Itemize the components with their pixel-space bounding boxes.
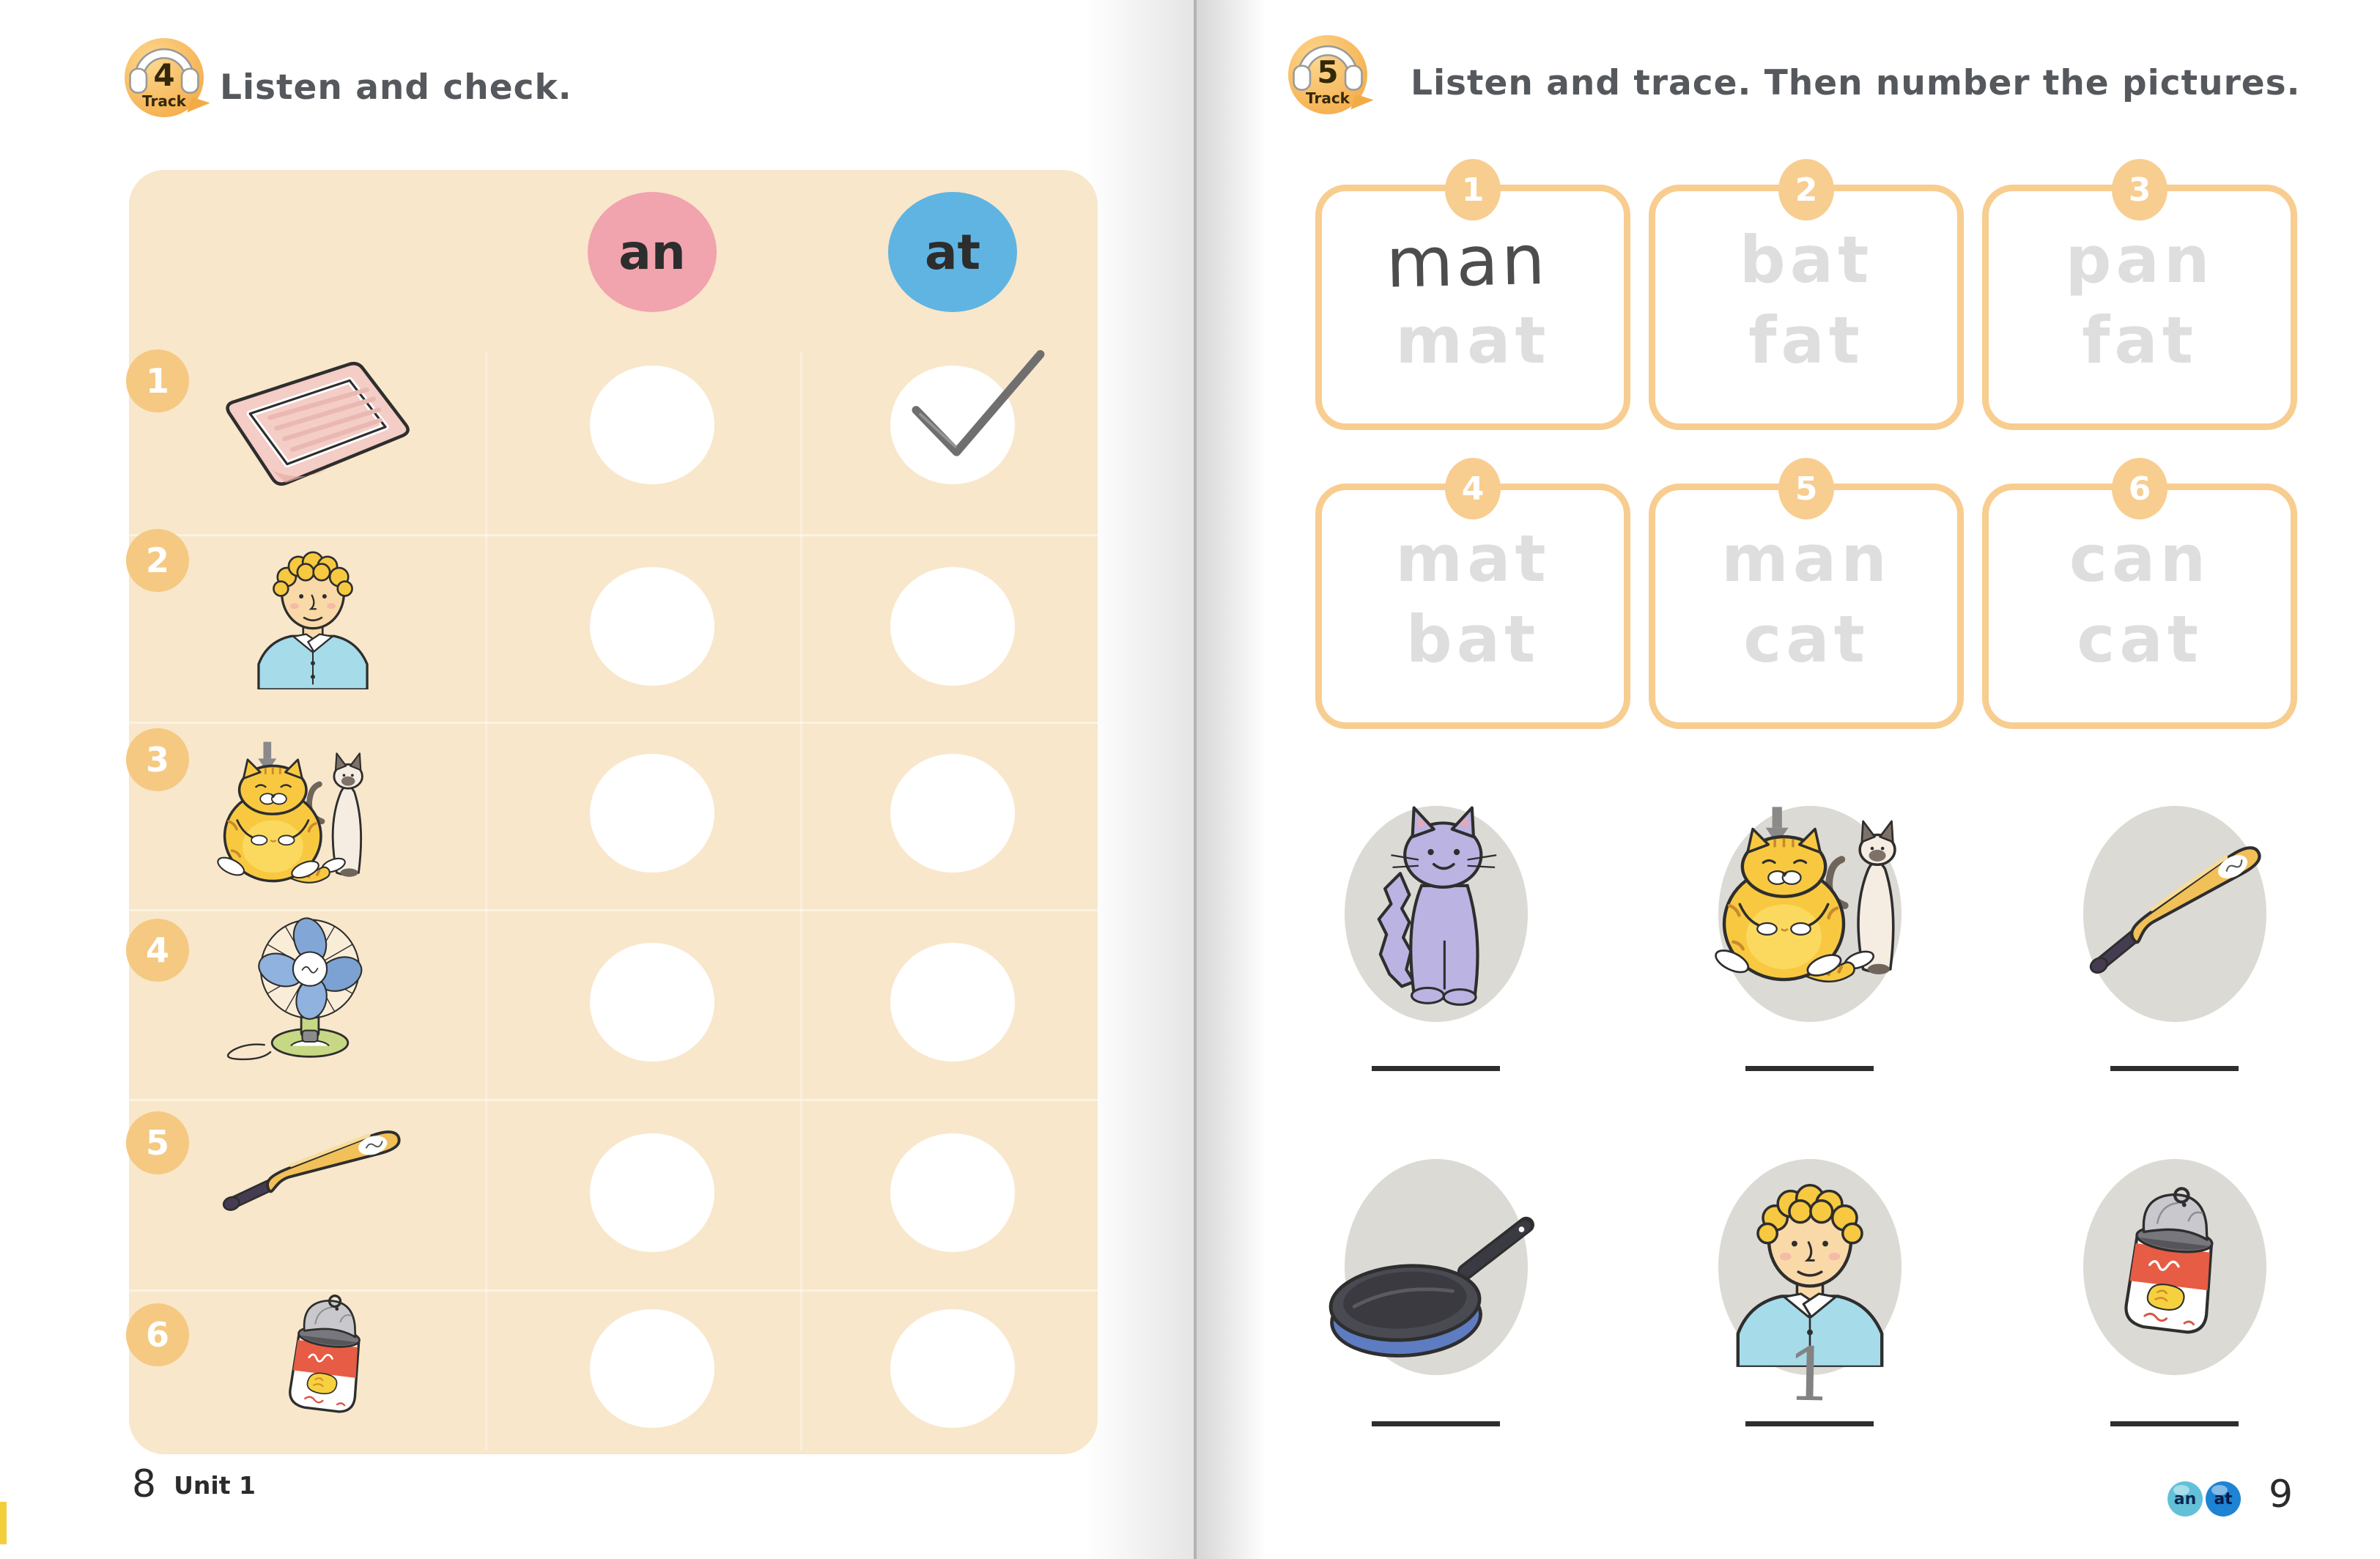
answer-blank-cat[interactable] [1372, 1066, 1500, 1071]
can-illustration [273, 1273, 386, 1443]
trace-word[interactable]: man [1385, 220, 1549, 304]
box-number-badge: 4 [1445, 458, 1501, 519]
row-number-badge: 6 [126, 1303, 189, 1366]
trace-word[interactable]: mat [1395, 521, 1551, 596]
trace-word[interactable]: cat [1743, 601, 1869, 677]
trace-word[interactable]: bat [1405, 601, 1540, 677]
left-page-footer [132, 1462, 256, 1506]
pan-illustration [1319, 1201, 1553, 1379]
row-number-badge: 3 [126, 728, 189, 791]
trace-word[interactable]: can [2069, 521, 2211, 596]
bat-illustration [2051, 810, 2306, 1003]
row-number-badge: 2 [126, 529, 189, 592]
table-divider [800, 352, 802, 1451]
fat-cat-illustration [1707, 800, 1934, 989]
answer-blank-can[interactable] [2110, 1421, 2239, 1426]
track-number: 5 [1317, 54, 1339, 90]
answer-blank-fat-cat[interactable] [1745, 1066, 1874, 1071]
trace-box-5 [1649, 470, 1964, 729]
man-illustration [243, 539, 382, 689]
trace-word[interactable]: fat [2082, 303, 2198, 378]
answer-blank-bat[interactable] [2110, 1066, 2239, 1071]
trace-word[interactable]: man [1721, 521, 1891, 596]
track-label: Track [1306, 89, 1350, 107]
check-circle-row2-an[interactable] [590, 567, 714, 686]
row-number-badge: 5 [126, 1111, 189, 1174]
unit-label: Unit 1 [174, 1471, 256, 1500]
trace-box-3 [1982, 171, 2297, 430]
phonics-badge-an: an [2168, 1481, 2203, 1517]
row-number-badge: 1 [126, 349, 189, 412]
trace-box-4 [1315, 470, 1630, 729]
track-label: Track [142, 92, 186, 110]
answer-number: 1 [1786, 1331, 1834, 1418]
trace-box-1 [1315, 171, 1630, 430]
page-gutter-shadow [1197, 0, 1266, 1559]
page-number: 8 [132, 1462, 157, 1506]
trace-box-2 [1649, 171, 1964, 430]
phonics-badge-at: at [2206, 1481, 2241, 1517]
answer-blank-pan[interactable] [1372, 1421, 1500, 1426]
box-number-badge: 6 [2112, 458, 2168, 519]
check-mark [905, 343, 1052, 486]
box-number-badge: 5 [1778, 458, 1834, 519]
fat-cat-illustration [211, 722, 394, 903]
trace-word[interactable]: fat [1748, 303, 1864, 378]
check-circle-row4-an[interactable] [590, 943, 714, 1062]
fan-illustration [214, 908, 375, 1062]
cat-illustration [1347, 785, 1530, 1027]
left-page-instruction: Listen and check. [220, 67, 572, 108]
row-number-badge: 4 [126, 919, 189, 982]
check-circle-row1-an[interactable] [590, 366, 714, 484]
check-circle-row2-at[interactable] [890, 567, 1015, 686]
box-number-badge: 2 [1778, 159, 1834, 221]
check-circle-row6-at[interactable] [890, 1309, 1015, 1428]
column-header-at: at [888, 192, 1017, 312]
mat-illustration [209, 350, 421, 508]
check-circle-row3-an[interactable] [590, 754, 714, 873]
check-circle-row6-an[interactable] [590, 1309, 714, 1428]
track-number: 4 [153, 57, 175, 93]
check-circle-row4-at[interactable] [890, 943, 1015, 1062]
trace-word[interactable]: bat [1739, 222, 1874, 297]
page-edge-mark [0, 1502, 7, 1544]
trace-word[interactable]: pan [2065, 222, 2214, 297]
trace-word[interactable]: cat [2077, 601, 2203, 677]
trace-box-6 [1982, 470, 2297, 729]
check-circle-row3-at[interactable] [890, 754, 1015, 873]
page-gutter-shadow [1084, 0, 1194, 1559]
table-divider [485, 352, 487, 1451]
can-illustration [2104, 1165, 2245, 1367]
box-number-badge: 3 [2112, 159, 2168, 221]
right-page-footer [2168, 1473, 2294, 1521]
answer-blank-man[interactable] [1745, 1421, 1874, 1426]
right-page-instruction: Listen and trace. Then number the pictures. [1411, 63, 2301, 103]
track-4-audio-badge [125, 38, 204, 117]
column-header-an: an [588, 192, 717, 312]
track-5-audio-badge [1288, 35, 1367, 114]
check-circle-row5-an[interactable] [590, 1133, 714, 1252]
table-divider [129, 534, 1098, 536]
trace-word[interactable]: mat [1395, 303, 1551, 378]
bat-illustration [211, 1090, 420, 1248]
page-number: 9 [2269, 1473, 2294, 1517]
box-number-badge: 1 [1445, 159, 1501, 221]
check-circle-row5-at[interactable] [890, 1133, 1015, 1252]
